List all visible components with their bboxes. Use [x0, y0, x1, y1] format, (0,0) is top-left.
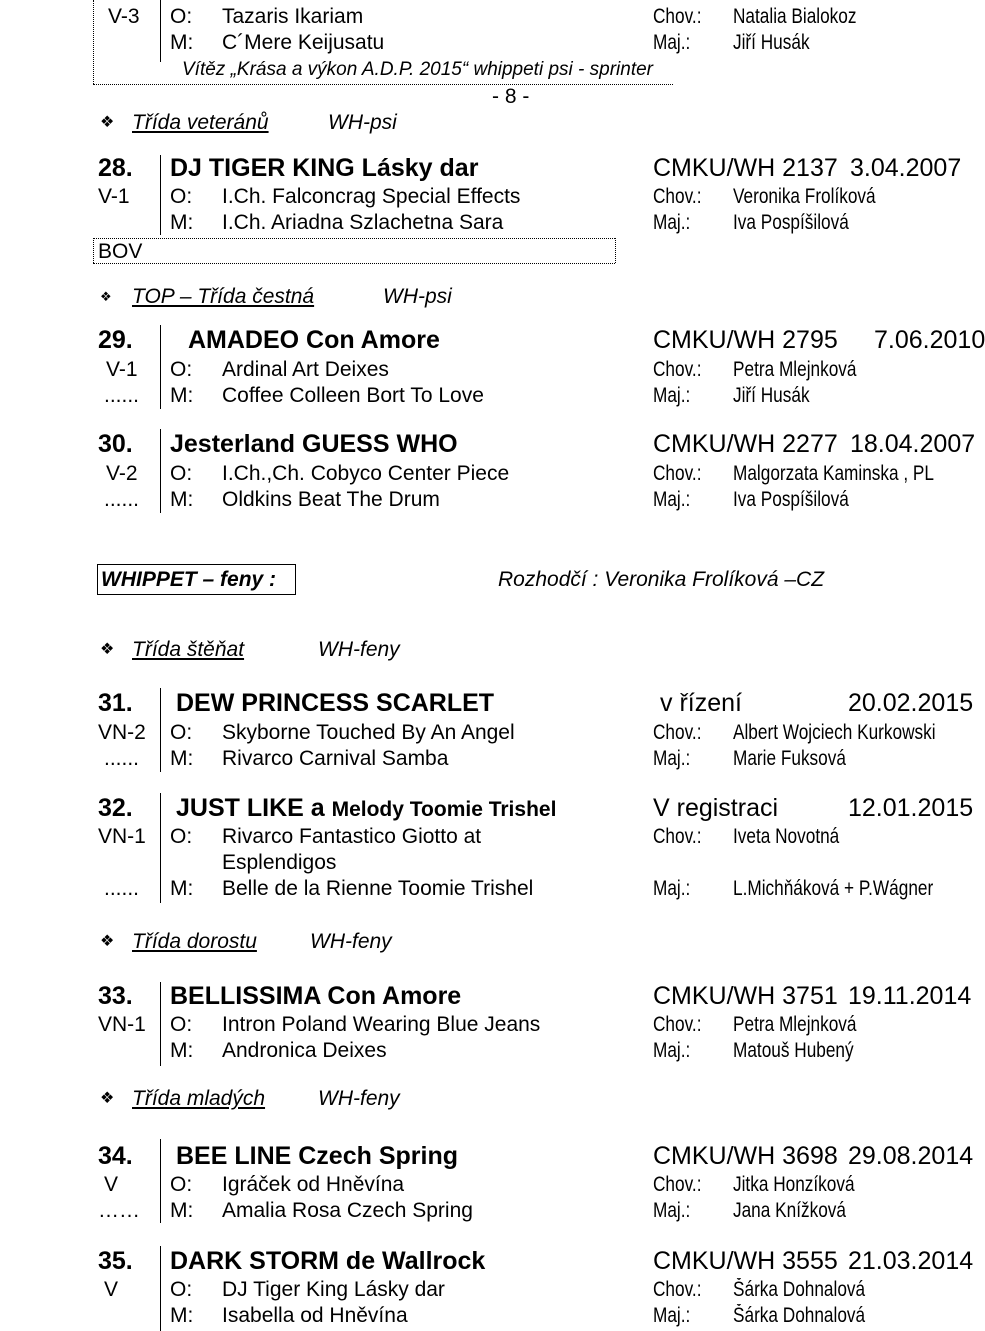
dog-name: DJ TIGER KING Lásky dar	[170, 154, 479, 182]
sire: I.Ch.,Ch. Cobyco Center Piece	[222, 462, 510, 485]
breeder-label: Chov.:	[653, 462, 702, 485]
dam: I.Ch. Ariadna Szlachetna Sara	[222, 211, 504, 234]
sire-label: O:	[170, 1173, 193, 1196]
owner-label: Maj.:	[653, 31, 691, 54]
breeder-label: Chov.:	[653, 185, 702, 208]
dam-label: M:	[170, 488, 194, 511]
grade: V-1	[98, 185, 130, 208]
dam: Isabella od Hněvína	[222, 1304, 408, 1327]
sire-continued: Esplendigos	[222, 851, 337, 874]
dog-name: JUST LIKE a Melody Toomie Trishel	[176, 794, 557, 822]
grade: V-2	[106, 462, 138, 485]
sire: Rivarco Fantastico Giotto at	[222, 825, 482, 848]
owner: Jiří Husák	[733, 31, 810, 54]
entry-number: 29.	[98, 326, 133, 354]
owner-label: Maj.:	[653, 877, 691, 900]
dam-label: M:	[170, 384, 194, 407]
grade: V	[104, 1278, 119, 1301]
owner-label: Maj.:	[653, 384, 691, 407]
birth-date: 18.04.2007	[850, 430, 976, 458]
class-group: WH-psi	[383, 285, 452, 308]
class-group: WH-feny	[318, 638, 400, 661]
registration: CMKU/WH 2795	[653, 326, 838, 354]
dam-label: M:	[170, 1199, 194, 1222]
entry-number: 33.	[98, 982, 133, 1010]
breeder: Veronika Frolíková	[733, 185, 876, 208]
registration: v řízení	[660, 689, 742, 717]
diamond-bullet-icon: ❖	[100, 933, 115, 950]
section-title: WHIPPET – feny :	[101, 568, 277, 591]
dam-label: M:	[170, 877, 194, 900]
dam: Coffee Colleen Bort To Love	[222, 384, 484, 407]
sire: Tazaris Ikariam	[222, 5, 364, 28]
class-group: WH-psi	[328, 111, 397, 134]
sire-label: O:	[170, 185, 193, 208]
breeder: Petra Mlejnková	[733, 1013, 857, 1036]
winner-title: Vítěz „Krása a výkon A.D.P. 2015“ whippeti psi - sprinter	[182, 59, 653, 80]
breeder-label: Chov.:	[653, 1173, 702, 1196]
dam-label: M:	[170, 1039, 194, 1062]
class-title: Třída štěňat	[132, 638, 245, 661]
dam-label: M:	[170, 211, 194, 234]
breeder-label: Chov.:	[653, 1013, 702, 1036]
breeder-label: Chov.:	[653, 5, 702, 28]
diamond-bullet-icon: ❖	[100, 289, 112, 304]
dam-label: M:	[170, 747, 194, 770]
dog-name: BEE LINE Czech Spring	[176, 1142, 458, 1170]
owner-label: O:	[170, 5, 193, 28]
dog-name: BELLISSIMA Con Amore	[170, 982, 462, 1010]
owner: Iva Pospíšilová	[733, 211, 849, 234]
judge: Rozhodčí : Veronika Frolíková –CZ	[498, 568, 825, 591]
class-title: Třída veteránů	[132, 111, 269, 134]
registration: CMKU/WH 3698	[653, 1142, 838, 1170]
owner: L.Michňáková + P.Wágner	[733, 877, 934, 900]
owner-label: Maj.:	[653, 1304, 691, 1327]
dog-name: Jesterland GUESS WHO	[170, 430, 458, 458]
page-number: - 8 -	[492, 85, 530, 108]
sire-label: O:	[170, 462, 193, 485]
sire: Intron Poland Wearing Blue Jeans	[222, 1013, 541, 1036]
birth-date: 29.08.2014	[848, 1142, 974, 1170]
diamond-bullet-icon: ❖	[100, 1090, 115, 1107]
breeder: Jitka Honzíková	[733, 1173, 855, 1196]
critique-dots: ......	[104, 747, 140, 770]
owner-label: Maj.:	[653, 747, 691, 770]
sire-label: O:	[170, 1013, 193, 1036]
birth-date: 21.03.2014	[848, 1247, 974, 1275]
grade: VN-1	[98, 1013, 146, 1036]
critique-dots: ……	[98, 1199, 140, 1222]
critique-dots: ......	[104, 384, 140, 407]
entry-number: 30.	[98, 430, 133, 458]
registration: CMKU/WH 2137	[653, 154, 838, 182]
dam-label: M:	[170, 1304, 194, 1327]
sire: Ardinal Art Deixes	[222, 358, 389, 381]
owner: Jana Knížková	[733, 1199, 846, 1222]
class-title: Třída dorostu	[132, 930, 257, 953]
breeder: Šárka Dohnalová	[733, 1278, 866, 1301]
sire-label: O:	[170, 721, 193, 744]
sire-label: O:	[170, 1278, 193, 1301]
registration: CMKU/WH 3751	[653, 982, 838, 1010]
sire-label: O:	[170, 825, 193, 848]
class-title: Třída mladých	[132, 1087, 266, 1110]
birth-date: 20.02.2015	[848, 689, 974, 717]
sire: Skyborne Touched By An Angel	[222, 721, 515, 744]
diamond-bullet-icon: ❖	[100, 641, 115, 658]
breeder: Petra Mlejnková	[733, 358, 857, 381]
breeder-label: Chov.:	[653, 1278, 702, 1301]
entry-number: 35.	[98, 1247, 133, 1275]
breeder-label: Chov.:	[653, 358, 702, 381]
breeder-label: Chov.:	[653, 825, 702, 848]
sire: Igráček od Hněvína	[222, 1173, 405, 1196]
birth-date: 7.06.2010	[874, 326, 985, 354]
critique-dots: ......	[104, 488, 140, 511]
entry-number: 31.	[98, 689, 133, 717]
registration: V registraci	[653, 794, 779, 822]
dog-name: DEW PRINCESS SCARLET	[176, 689, 495, 717]
critique-dots: ......	[104, 877, 140, 900]
dam-label: M:	[170, 31, 194, 54]
birth-date: 12.01.2015	[848, 794, 974, 822]
class-group: WH-feny	[310, 930, 392, 953]
birth-date: 3.04.2007	[850, 154, 962, 182]
breeder: Albert Wojciech Kurkowski	[733, 721, 936, 744]
dog-name: DARK STORM de Wallrock	[170, 1247, 486, 1275]
breeder: Iveta Novotná	[733, 825, 840, 848]
grade: V-1	[106, 358, 138, 381]
dam: Amalia Rosa Czech Spring	[222, 1199, 473, 1222]
grade: VN-1	[98, 825, 146, 848]
grade: V	[104, 1173, 119, 1196]
birth-date: 19.11.2014	[848, 982, 972, 1010]
registration: CMKU/WH 2277	[653, 430, 838, 458]
diamond-bullet-icon: ❖	[100, 114, 115, 131]
owner: Iva Pospíšilová	[733, 488, 849, 511]
owner: Marie Fuksová	[733, 747, 846, 770]
sire: DJ Tiger King Lásky dar	[222, 1278, 445, 1301]
grade: V-3	[108, 5, 140, 28]
registration: CMKU/WH 3555	[653, 1247, 838, 1275]
owner-label: Maj.:	[653, 488, 691, 511]
class-title: TOP – Třída čestná	[132, 285, 315, 308]
owner: Jiří Husák	[733, 384, 810, 407]
sire-label: O:	[170, 358, 193, 381]
dam: C´Mere Keijusatu	[222, 31, 385, 54]
class-group: WH-feny	[318, 1087, 400, 1110]
grade: VN-2	[98, 721, 146, 744]
entry-number: 34.	[98, 1142, 133, 1170]
dam: Belle de la Rienne Toomie Trishel	[222, 877, 534, 900]
dam: Rivarco Carnival Samba	[222, 747, 449, 770]
owner-label: Maj.:	[653, 1039, 691, 1062]
owner: Šárka Dohnalová	[733, 1304, 866, 1327]
breeder: Malgorzata Kaminska , PL	[733, 462, 934, 485]
entry-number: 32.	[98, 794, 133, 822]
dog-name: AMADEO Con Amore	[188, 326, 440, 354]
dam: Oldkins Beat The Drum	[222, 488, 440, 511]
dam: Andronica Deixes	[222, 1039, 387, 1062]
sire: I.Ch. Falconcrag Special Effects	[222, 185, 521, 208]
owner: Matouš Hubený	[733, 1039, 854, 1062]
owner-label: Maj.:	[653, 1199, 691, 1222]
owner-label: Maj.:	[653, 211, 691, 234]
award: BOV	[98, 240, 143, 263]
breeder-label: Chov.:	[653, 721, 702, 744]
breeder: Natalia Bialokoz	[733, 5, 857, 28]
entry-number: 28.	[98, 154, 133, 182]
